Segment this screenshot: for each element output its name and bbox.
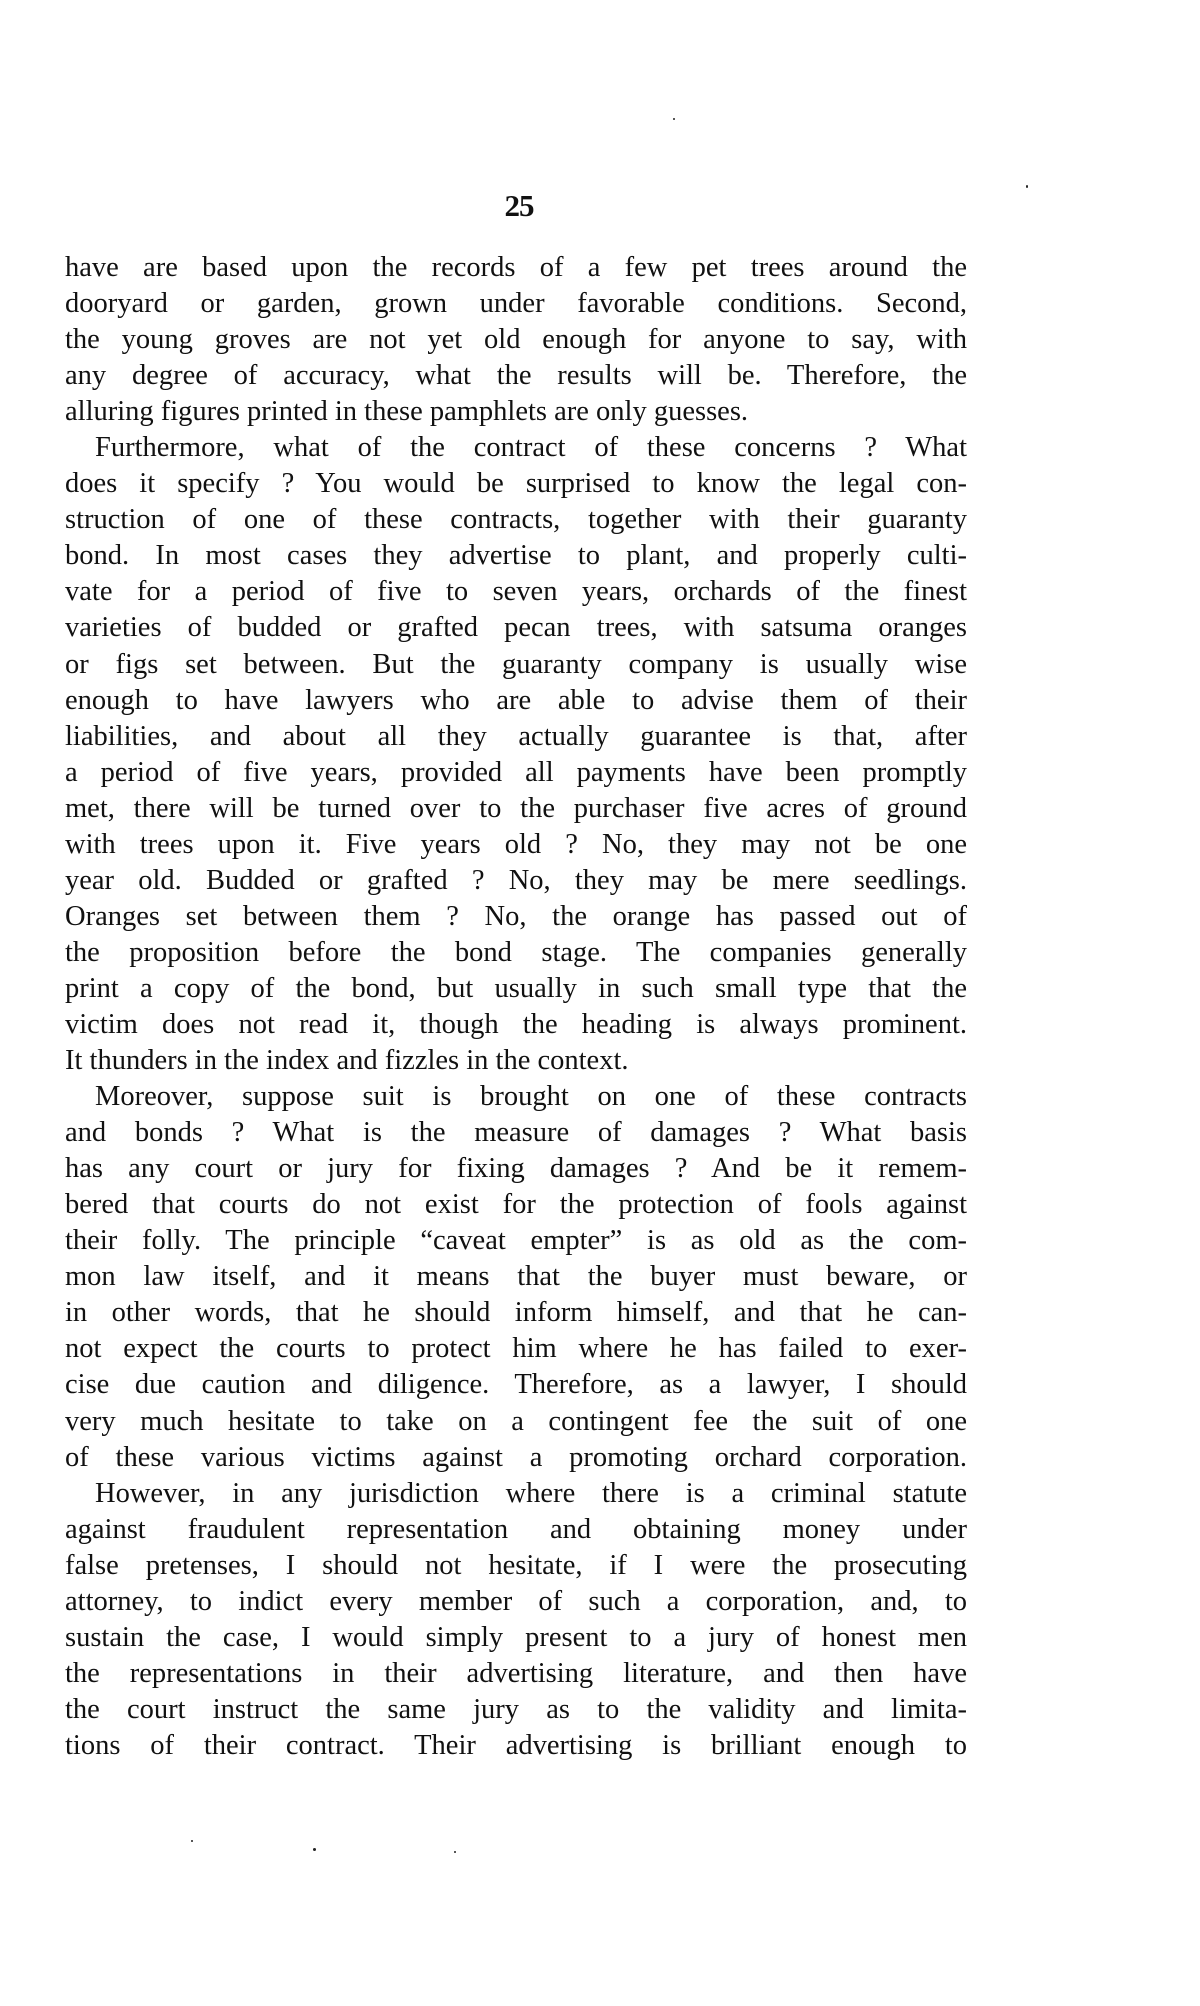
text-line: not expect the courts to protect him where he has failed to exer- <box>65 1333 967 1365</box>
paragraph-2 <box>65 430 967 1079</box>
text-line: of these various victims against a promoting orchard corporation. <box>65 1441 967 1473</box>
text-line: a period of five years, provided all payments have been promptly <box>65 756 967 788</box>
text-line: and bonds ? What is the measure of damages ? What basis <box>65 1117 967 1149</box>
text-line: sustain the case, I would simply present to a jury of honest men <box>65 1621 967 1653</box>
text-line: the representations in their advertising literature, and then have <box>65 1657 967 1689</box>
text-line: the proposition before the bond stage. The companies generally <box>65 936 967 968</box>
text-line: tions of their contract. Their advertising is brilliant enough to <box>65 1729 967 1761</box>
text-line: in other words, that he should inform himself, and that he can- <box>65 1297 967 1329</box>
scan-speck <box>1026 185 1028 188</box>
text-line: Oranges set between them ? No, the orange has passed out of <box>65 900 967 932</box>
text-line: against fraudulent representation and obtaining money under <box>65 1513 967 1545</box>
text-line: any degree of accuracy, what the results will be. Therefore, the <box>65 360 967 392</box>
paragraph-3 <box>65 1079 967 1476</box>
scan-speck <box>313 1848 316 1851</box>
paragraph-4 <box>65 1476 967 1764</box>
text-line: print a copy of the bond, but usually in such small type that the <box>65 972 967 1004</box>
text-line: vate for a period of five to seven years, orchards of the finest <box>65 576 967 608</box>
text-line: alluring figures printed in these pamphlets are only guesses. <box>65 396 749 428</box>
text-line: Moreover, suppose suit is brought on one of these contracts <box>95 1081 967 1113</box>
text-line: bond. In most cases they advertise to plant, and properly culti- <box>65 540 967 572</box>
text-line: Furthermore, what of the contract of these concerns ? What <box>95 432 967 464</box>
body-text <box>65 250 967 1764</box>
text-line: met, there will be turned over to the purchaser five acres of ground <box>65 792 967 824</box>
text-line: year old. Budded or grafted ? No, they may be mere seedlings. <box>65 864 967 896</box>
text-line: the court instruct the same jury as to the validity and limita- <box>65 1693 967 1725</box>
text-line: mon law itself, and it means that the buyer must beware, or <box>65 1261 967 1293</box>
text-line: or figs set between. But the guaranty company is usually wise <box>65 648 967 680</box>
text-line: However, in any jurisdiction where there is a criminal statute <box>95 1477 967 1509</box>
text-line: cise due caution and diligence. Therefore, as a lawyer, I should <box>65 1369 967 1401</box>
page-number: 25 <box>504 188 534 223</box>
text-line: false pretenses, I should not hesitate, if I were the prosecuting <box>65 1549 967 1581</box>
text-line: liabilities, and about all they actually guarantee is that, after <box>65 720 967 752</box>
text-line: attorney, to indict every member of such a corporation, and, to <box>65 1585 967 1617</box>
text-line: bered that courts do not exist for the protection of fools against <box>65 1189 967 1221</box>
text-line: enough to have lawyers who are able to advise them of their <box>65 684 967 716</box>
scan-speck <box>673 118 675 120</box>
text-line: have are based upon the records of a few pet trees around the <box>65 252 967 283</box>
scan-speck <box>454 1851 456 1853</box>
paragraph-1 <box>65 250 967 430</box>
text-line: dooryard or garden, grown under favorable conditions. Second, <box>65 288 967 320</box>
text-line: varieties of budded or grafted pecan trees, with satsuma oranges <box>65 612 967 644</box>
text-line: the young groves are not yet old enough for anyone to say, with <box>65 324 967 356</box>
text-line: It thunders in the index and fizzles in the context. <box>65 1045 629 1077</box>
scan-speck <box>191 1840 193 1842</box>
text-line: with trees upon it. Five years old ? No, they may not be one <box>65 828 967 860</box>
text-line: victim does not read it, though the heading is always prominent. <box>65 1008 967 1040</box>
text-line: has any court or jury for fixing damages ? And be it remem- <box>65 1153 967 1185</box>
text-line: struction of one of these contracts, together with their guaranty <box>65 504 967 536</box>
text-line: their folly. The principle “caveat empter” is as old as the com- <box>65 1225 967 1257</box>
text-line: very much hesitate to take on a contingent fee the suit of one <box>65 1405 967 1437</box>
text-line: does it specify ? You would be surprised to know the legal con- <box>65 468 967 500</box>
